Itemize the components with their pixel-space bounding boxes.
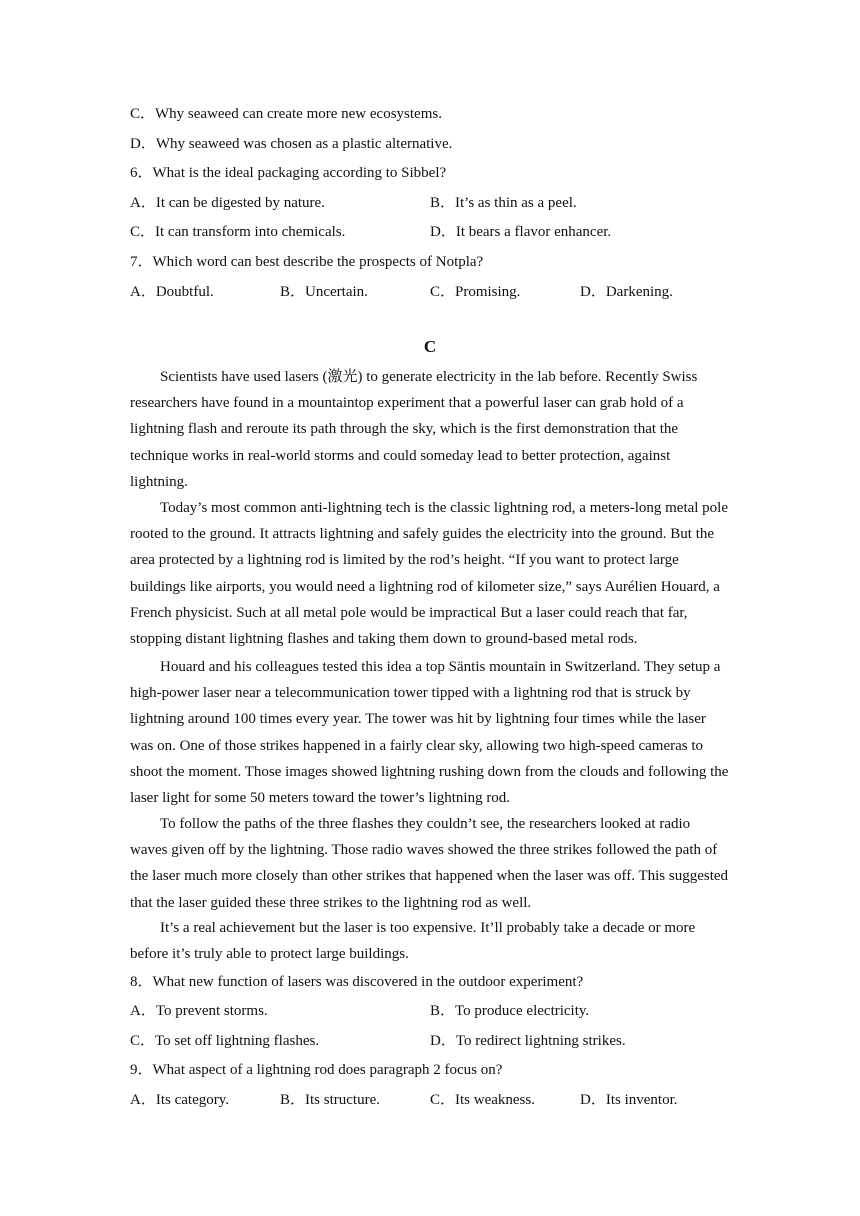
q7-stem: 7．Which word can best describe the prospects of Notpla?	[130, 254, 484, 270]
q8-option-c: C．To set off lightning flashes.	[130, 1033, 320, 1049]
q9-option-c: C．Its weakness.	[430, 1092, 535, 1108]
passage-paragraph-1	[130, 364, 730, 495]
q7-option-b: B．Uncertain.	[280, 284, 368, 300]
q6-option-d: D．It bears a flavor enhancer.	[430, 224, 612, 240]
q9-stem: 9．What aspect of a lightning rod does paragraph 2 focus on?	[130, 1062, 503, 1078]
paragraph-1-text: Scientists have used lasers (激光) to generate electricity in the lab before. Recently Swiss researchers have found in a mountaintop experiment that a powerful laser can grab hold of a lightning flash and reroute its path through the sky, which is the first demonstration that the technique works in real-world storms and could someday lead to better protection, against lightning.	[130, 369, 698, 490]
section-heading: C	[423, 337, 437, 356]
q7-option-a: A．Doubtful.	[130, 284, 214, 300]
passage-paragraph-3	[130, 654, 730, 811]
q6-stem: 6．What is the ideal packaging according to Sibbel?	[130, 165, 447, 181]
passage-paragraph-4	[130, 811, 730, 916]
q8-option-a: A．To prevent storms.	[130, 1003, 268, 1019]
passage-paragraph-5	[130, 915, 730, 967]
q7-option-c: C．Promising.	[430, 284, 521, 300]
q9-option-b: B．Its structure.	[280, 1092, 380, 1108]
q8-option-d: D．To redirect lightning strikes.	[430, 1033, 626, 1049]
q5-option-c: C．Why seaweed can create more new ecosystems.	[130, 106, 442, 122]
q9-option-d: D．Its inventor.	[580, 1092, 678, 1108]
passage-paragraph-2	[130, 495, 730, 652]
q9-option-a: A．Its category.	[130, 1092, 229, 1108]
paragraph-4-text: To follow the paths of the three flashes they couldn’t see, the researchers looked at radio waves given off by the lightning. Those radio waves showed the three strikes followed the path of the laser much more closely than other strikes that happened when the laser was off. This suggested that the laser guided these three strikes to the lightning rod as well.	[130, 816, 729, 911]
q6-option-c: C．It can transform into chemicals.	[130, 224, 346, 240]
paragraph-5-text: It’s a real achievement but the laser is too expensive. It’ll probably take a decade or more before it’s truly able to protect large buildings.	[130, 920, 696, 963]
q8-stem: 8．What new function of lasers was discovered in the outdoor experiment?	[130, 974, 584, 990]
q6-option-b: B．It’s as thin as a peel.	[430, 195, 577, 211]
q7-option-d: D．Darkening.	[580, 284, 673, 300]
q6-option-a: A．It can be digested by nature.	[130, 195, 325, 211]
paragraph-2-text: Today’s most common anti-lightning tech is the classic lightning rod, a meters-long metal pole rooted to the ground. It attracts lightning and safely guides the electricity into the ground. But the area protected by a lightning rod is limited by the rod’s height. “If you want to protect large buildings like airports, you would need a lightning rod of kilometer size,” says Aurélien Houard, a French physicist. Such at all metal pole would be impractical But a laser could reach that far, stopping distant lightning flashes and taking them down to ground-based metal rods.	[130, 500, 729, 648]
paragraph-3-text: Houard and his colleagues tested this idea a top Säntis mountain in Switzerland. They setup a high-power laser near a telecommunication tower tipped with a lightning rod that is struck by lightning around 100 times every year. The tower was hit by lightning four times while the laser was on. One of those strikes happened in a fairly clear sky, allowing two high-speed cameras to shoot the moment. Those images showed lightning rushing down from the clouds and following the laser light for some 50 meters toward the tower’s lightning rod.	[130, 659, 729, 807]
q8-option-b: B．To produce electricity.	[430, 1003, 590, 1019]
q5-option-d: D．Why seaweed was chosen as a plastic alternative.	[130, 136, 453, 152]
